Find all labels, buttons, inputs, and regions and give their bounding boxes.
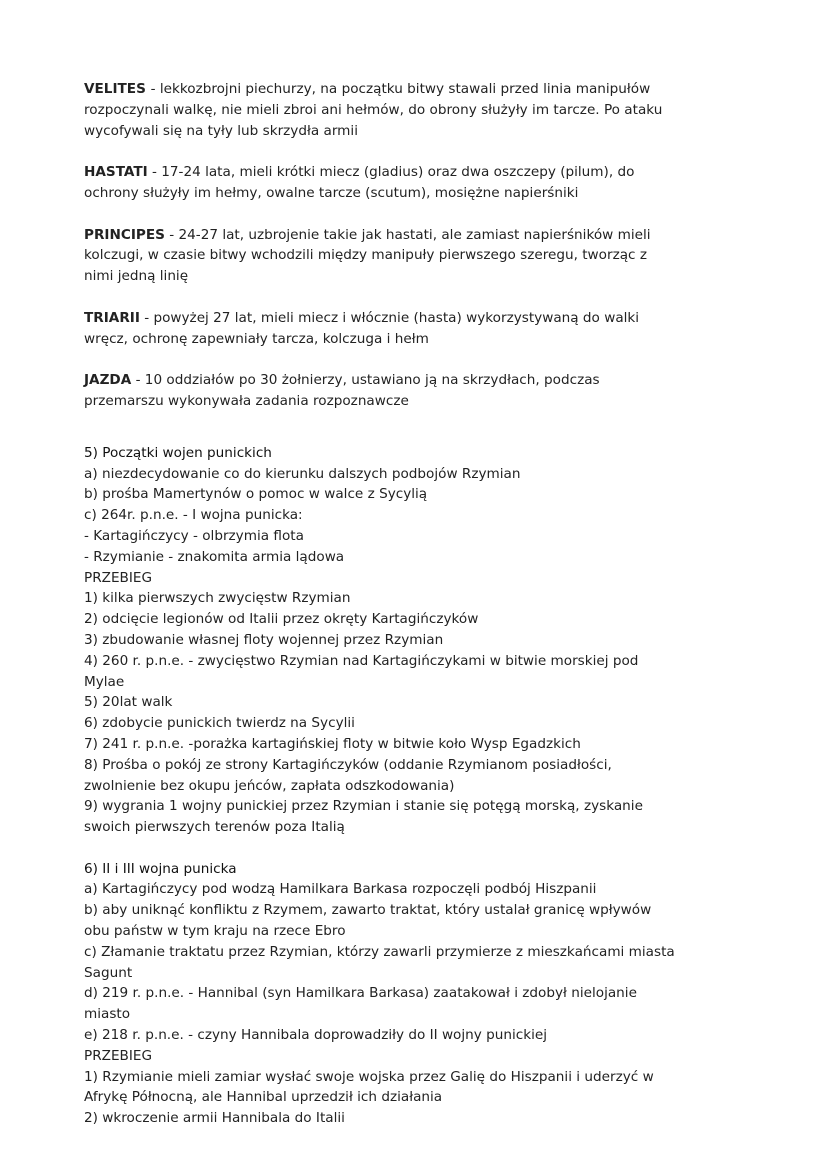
- unit-jazda-line-2: przemarszu wykonywała zadania rozpoznawcze: [84, 392, 409, 409]
- section-6-line: b) aby uniknąć konfliktu z Rzymem, zawarto traktat, który ustalał granicę wpływów: [84, 902, 652, 919]
- unit-velites: [84, 79, 784, 141]
- section-5-line: Mylae: [84, 673, 125, 690]
- unit-triarii-line-1: [84, 308, 784, 329]
- unit-principes-line-2: kolczugi, w czasie bitwy wchodzili między manipuły pierwszego szeregu, tworząc z: [84, 247, 647, 264]
- section-5-line: zwolnienie bez okupu jeńców, zapłata odszkodowania): [84, 777, 455, 794]
- section-6-line: Afrykę Północną, ale Hannibal uprzedził ich działania: [84, 1089, 443, 1106]
- unit-jazda: [84, 370, 784, 412]
- section-6-line: c) Złamanie traktatu przez Rzymian, którzy zawarli przymierze z mieszkańcami miasta: [84, 943, 675, 960]
- section-6-line: 1) Rzymianie mieli zamiar wysłać swoje wojska przez Galię do Hiszpanii i uderzyć w: [84, 1068, 654, 1085]
- section-6-line: 2) wkroczenie armii Hannibala do Italii: [84, 1110, 345, 1127]
- section-6-line: Sagunt: [84, 964, 133, 981]
- section-5-line: b) prośba Mamertynów o pomoc w walce z Sycylią: [84, 486, 428, 503]
- unit-triarii-term: TRIARII: [84, 309, 140, 326]
- unit-jazda-term: JAZDA: [84, 372, 132, 389]
- unit-hastati-line-2: ochrony służyły im hełmy, owalne tarcze (scutum), mosiężne napierśniki: [84, 184, 579, 201]
- section-5-line: 5) 20lat walk: [84, 694, 173, 711]
- section-5-line: - Rzymianie - znakomita armia lądowa: [84, 548, 345, 565]
- unit-velites-text: - lekkozbrojni piechurzy, na początku bitwy stawali przed linia manipułów: [150, 81, 651, 97]
- unit-velites-term: VELITES: [84, 81, 151, 97]
- unit-principes-text: - 24-27 lat, uzbrojenie takie jak hastati, ale zamiast napierśników mieli: [164, 226, 651, 243]
- unit-principes-line-3: nimi jedną linię: [84, 268, 189, 285]
- unit-velites-line-1: [84, 79, 784, 100]
- section-5-heading: 5) Początki wojen punickich: [84, 444, 272, 461]
- unit-principes-line-1: [84, 225, 784, 246]
- section-5-line: swoich pierwszych terenów poza Italią: [84, 819, 345, 836]
- unit-triarii: [84, 308, 784, 350]
- section-6-line: obu państw w tym kraju na rzece Ebro: [84, 923, 346, 940]
- unit-principes-term: PRINCIPES: [84, 226, 165, 243]
- section-5-line: a) niezdecydowanie co do kierunku dalszych podbojów Rzymian: [84, 465, 521, 482]
- unit-hastati-line-1: [84, 162, 784, 183]
- section-6-line: miasto: [84, 1006, 131, 1023]
- unit-velites-line-2: rozpoczynali walkę, nie mieli zbroi ani hełmów, do obrony służyły im tarcze. Po ataku: [84, 101, 663, 118]
- section-6-line: d) 219 r. p.n.e. - Hannibal (syn Hamilkara Barkasa) zaatakował i zdobył nielojanie: [84, 985, 637, 1002]
- unit-velites-line-3: wycofywali się na tyły lub skrzydła armii: [84, 122, 358, 139]
- section-5-line: PRZEBIEG: [84, 569, 153, 586]
- unit-triarii-text: - powyżej 27 lat, mieli miecz i włócznie (hasta) wykorzystywaną do walki: [139, 309, 640, 326]
- unit-triarii-line-2: wręcz, ochronę zapewniały tarcza, kolczuga i hełm: [84, 330, 429, 347]
- unit-hastati-term: HASTATI: [84, 164, 148, 181]
- section-5: [84, 443, 784, 838]
- section-6-line: a) Kartagińczycy pod wodzą Hamilkara Barkasa rozpoczęli podbój Hiszpanii: [84, 881, 597, 898]
- unit-jazda-text: - 10 oddziałów po 30 żołnierzy, ustawiano ją na skrzydłach, podczas: [131, 372, 600, 389]
- unit-principes: [84, 225, 784, 287]
- section-6-line: PRZEBIEG: [84, 1047, 153, 1064]
- section-5-line: c) 264r. p.n.e. - I wojna punicka:: [84, 507, 303, 524]
- section-6-line: e) 218 r. p.n.e. - czyny Hannibala doprowadziły do II wojny punickiej: [84, 1027, 548, 1044]
- section-5-line: 4) 260 r. p.n.e. - zwycięstwo Rzymian nad Kartagińczykami w bitwie morskiej pod: [84, 652, 639, 669]
- section-5-line: 1) kilka pierwszych zwycięstw Rzymian: [84, 590, 351, 607]
- section-5-line: 9) wygrania 1 wojny punickiej przez Rzymian i stanie się potęgą morską, zyskanie: [84, 798, 643, 815]
- unit-jazda-line-1: [84, 370, 784, 391]
- document-page: [84, 79, 784, 1129]
- section-5-line: 3) zbudowanie własnej floty wojennej przez Rzymian: [84, 631, 444, 648]
- unit-hastati-text: - 17-24 lata, mieli krótki miecz (gladius) oraz dwa oszczepy (pilum), do: [147, 164, 635, 181]
- section-5-line: 7) 241 r. p.n.e. -porażka kartagińskiej floty w bitwie koło Wysp Egadzkich: [84, 735, 581, 752]
- section-6: [84, 859, 784, 1129]
- section-5-line: 6) zdobycie punickich twierdz na Sycylii: [84, 715, 355, 732]
- section-5-line: 2) odcięcie legionów od Italii przez okręty Kartagińczyków: [84, 611, 479, 628]
- section-5-line: 8) Prośba o pokój ze strony Kartagińczyków (oddanie Rzymianom posiadłości,: [84, 756, 612, 773]
- section-6-heading: 6) II i III wojna punicka: [84, 860, 237, 877]
- section-5-line: - Kartagińczycy - olbrzymia flota: [84, 527, 304, 544]
- unit-hastati: [84, 162, 784, 204]
